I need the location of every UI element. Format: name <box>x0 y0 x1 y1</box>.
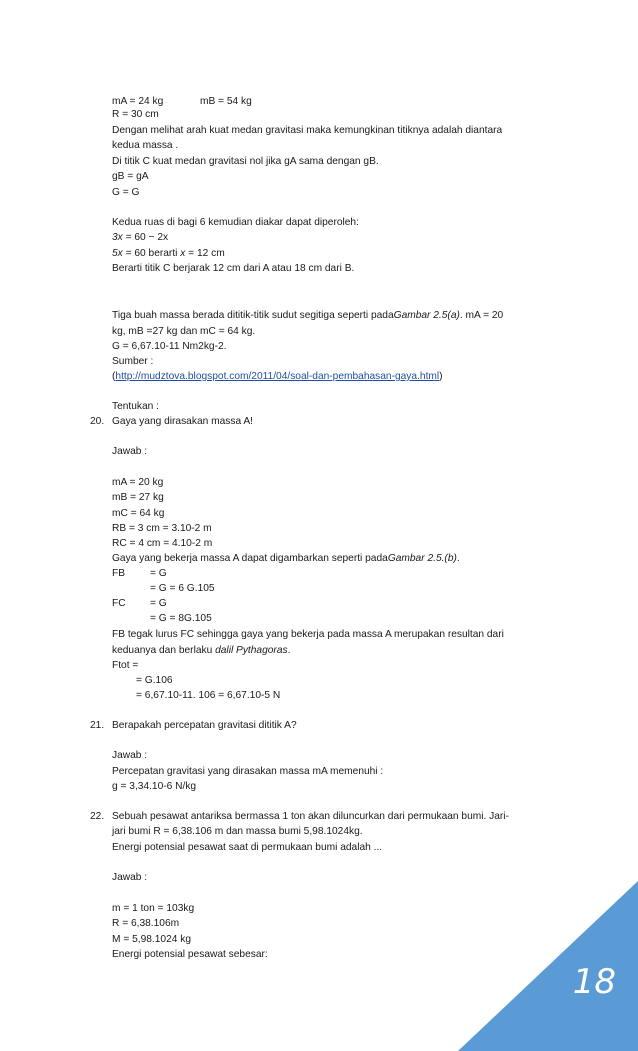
figure-ref: Gambar 2.5(a) <box>393 310 460 321</box>
math-var: 5x <box>112 248 123 259</box>
text-line: Di titik C kuat medan gravitasi nol jika gA sama dengan gB. <box>112 156 379 167</box>
text-line: G = G <box>112 187 140 198</box>
text-line: mA = 20 kg <box>112 477 164 488</box>
page-number: 18 <box>572 962 616 1002</box>
text-line: Tentukan : <box>112 401 160 412</box>
equation-value: = G <box>150 568 167 579</box>
text-segment: . <box>456 553 460 564</box>
text-line: R = 30 cm <box>112 109 159 120</box>
question-text: Gaya yang dirasakan massa A! <box>112 416 254 427</box>
text-segment: keduanya dan berlaku <box>112 645 216 656</box>
question-text: Berapakah percepatan gravitasi dititik A? <box>112 720 297 731</box>
text-line: R = 6,38.106m <box>112 918 180 929</box>
question-21 <box>90 719 297 732</box>
text-segment: = 12 cm <box>185 248 225 259</box>
text-line: Dengan melihat arah kuat medan gravitasi maka kemungkinan titiknya adalah diantara <box>112 125 503 136</box>
text-line: G = 6,67.10-11 Nm2kg-2. <box>112 341 227 352</box>
figure-ref: Gambar 2.5.(b) <box>387 553 457 564</box>
text-line <box>112 644 290 657</box>
text-line: M = 5,98.1024 kg <box>112 934 192 945</box>
text-line: mB = 27 kg <box>112 492 164 503</box>
text-segment: . <box>287 645 291 656</box>
text-line: g = 3,34.10-6 N/kg <box>112 781 197 792</box>
math-var: x <box>180 248 186 259</box>
text-segment: = 60 berarti <box>122 248 181 259</box>
answer-label: Jawab : <box>112 446 148 457</box>
text-line: mC = 64 kg <box>112 508 165 519</box>
source-link[interactable]: http://mudztova.blogspot.com/2011/04/soal-dan-pembahasan-gaya.html <box>115 371 440 382</box>
question-number: 21. <box>90 720 105 731</box>
text-line: Kedua ruas di bagi 6 kemudian diakar dapat diperoleh: <box>112 217 359 228</box>
text-segment: Tiga buah massa berada dititik-titik sudut segitiga seperti pada <box>112 310 394 321</box>
text-line: Percepatan gravitasi yang dirasakan massa mA memenuhi : <box>112 766 384 777</box>
text-segment: ( <box>112 371 116 382</box>
text-line <box>112 231 168 244</box>
text-segment: Gaya yang bekerja massa A dapat digambarkan seperti pada <box>112 553 388 564</box>
text-line: jari bumi R = 6,38.106 m dan massa bumi 5,98.1024kg. <box>112 826 363 837</box>
equation-value: = G = 6 G.105 <box>150 583 215 594</box>
text-line: RC = 4 cm = 4.10-2 m <box>112 538 213 549</box>
equation-fc <box>112 597 167 610</box>
question-20 <box>90 415 254 428</box>
equation-value: = G.106 <box>136 675 173 686</box>
equation-label: Ftot = <box>112 660 139 671</box>
text-line: Energi potensial pesawat sebesar: <box>112 949 268 960</box>
text-segment: ) <box>439 371 443 382</box>
text-line <box>112 309 503 322</box>
text-line <box>112 247 225 260</box>
text-line: Sumber : <box>112 356 154 367</box>
equation-value: = G = 8G.105 <box>150 613 212 624</box>
text-mb: mB = 54 kg <box>200 96 252 107</box>
text-line: Energi potensial pesawat saat di permukaan bumi adalah ... <box>112 842 383 853</box>
question-number: 22. <box>90 811 105 822</box>
term-pythagoras: dalil Pythagoras <box>215 645 288 656</box>
text-line <box>112 370 443 383</box>
equation-label: FB <box>112 568 126 579</box>
text-line: m = 1 ton = 103kg <box>112 903 195 914</box>
text-line: RB = 3 cm = 3.10-2 m <box>112 523 212 534</box>
text-line <box>112 95 252 108</box>
answer-label: Jawab : <box>112 750 148 761</box>
text-line: kg, mB =27 kg dan mC = 64 kg. <box>112 326 256 337</box>
math-var: 3x <box>112 232 123 243</box>
equation-value: = 6,67.10-11. 106 = 6,67.10-5 N <box>136 690 281 701</box>
text-line: FB tegak lurus FC sehingga gaya yang bekerja pada massa A merupakan resultan dari <box>112 629 504 640</box>
question-22 <box>90 810 509 823</box>
equation-value: = G <box>150 598 167 609</box>
question-text: Sebuah pesawat antariksa bermassa 1 ton akan diluncurkan dari permukaan bumi. Jari- <box>112 811 509 822</box>
answer-label: Jawab : <box>112 872 148 883</box>
text-segment: = 60 − 2x <box>122 232 169 243</box>
text-line <box>112 552 460 565</box>
text-ma: mA = 24 kg <box>112 96 164 107</box>
text-segment: . mA = 20 <box>459 310 504 321</box>
text-line: Berarti titik C berjarak 12 cm dari A atau 18 cm dari B. <box>112 263 355 274</box>
equation-label: FC <box>112 598 126 609</box>
text-line: gB = gA <box>112 171 149 182</box>
text-line: kedua massa . <box>112 140 179 151</box>
equation-fb <box>112 567 167 580</box>
question-number: 20. <box>90 416 105 427</box>
